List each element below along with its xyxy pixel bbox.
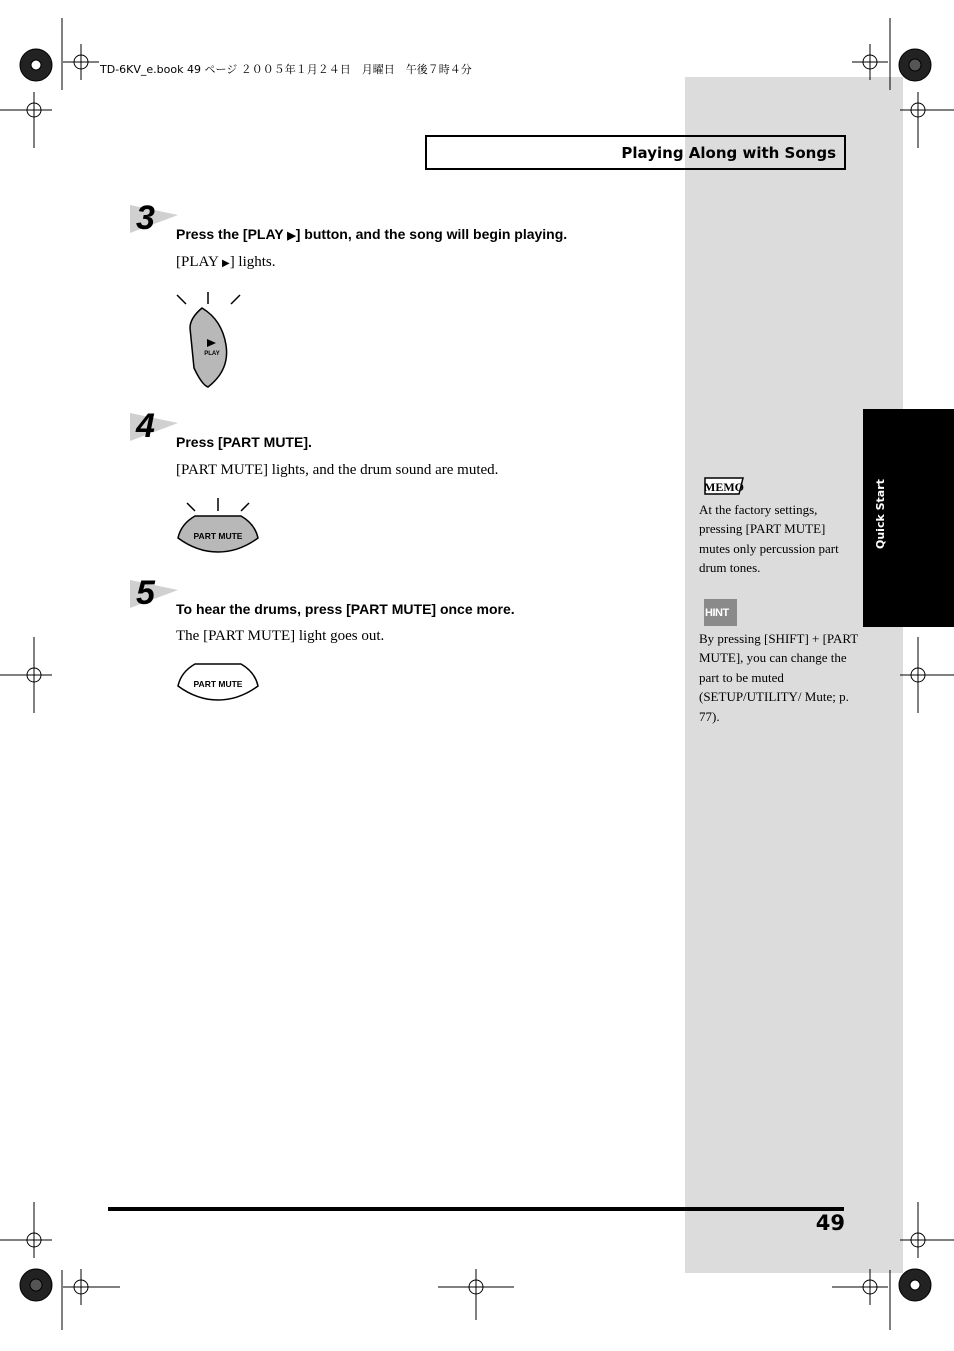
file-header: TD-6KV_e.book 49 ページ ２００５年１月２４日 月曜日 午後７時４分 <box>100 63 472 76</box>
light-rays-icon <box>177 292 240 304</box>
part-mute-button-off-illustration <box>175 660 265 705</box>
hint-icon: HINT <box>704 599 737 626</box>
step-body: [PLAY ▶] lights. <box>176 254 276 270</box>
play-triangle-icon: ▶ <box>221 258 230 269</box>
step-heading: Press [PART MUTE]. <box>176 434 312 450</box>
step-body: [PART MUTE] lights, and the drum sound are muted. <box>176 462 499 478</box>
memo-icon <box>703 476 747 496</box>
step-heading: To hear the drums, press [PART MUTE] once more. <box>176 601 515 617</box>
section-title-box <box>425 135 846 170</box>
play-button-label: PLAY <box>204 351 220 357</box>
light-rays-icon <box>187 498 249 511</box>
step-number: 3 <box>136 199 155 237</box>
step-body: The [PART MUTE] light goes out. <box>176 628 385 644</box>
sunburst-mark-icon <box>20 49 52 81</box>
play-button-illustration <box>172 290 252 390</box>
play-button <box>190 308 227 387</box>
chapter-tab-label: Quick Start <box>874 479 887 549</box>
hint-text: By pressing [SHIFT] + [PART MUTE], you can change the part to be muted (SETUP/UTILITY/ Mute; p. 77). <box>699 631 858 724</box>
play-triangle-icon: ▶ <box>287 230 296 242</box>
footer-rule <box>108 1207 844 1211</box>
page-number: 49 <box>815 1211 845 1235</box>
step-number: 4 <box>136 407 155 445</box>
section-title: Playing Along with Songs <box>621 144 836 162</box>
memo-text: At the factory settings, pressing [PART MUTE] mutes only percussion part drum tones. <box>699 502 839 576</box>
part-mute-button-label: PART MUTE <box>193 531 243 541</box>
step-number: 5 <box>136 574 155 612</box>
part-mute-button-label: PART MUTE <box>193 679 243 689</box>
part-mute-button-lit-illustration <box>175 496 265 556</box>
svg-text:MEMO: MEMO <box>704 480 744 494</box>
step-heading: Press the [PLAY ▶] button, and the song will begin playing. <box>176 226 568 242</box>
